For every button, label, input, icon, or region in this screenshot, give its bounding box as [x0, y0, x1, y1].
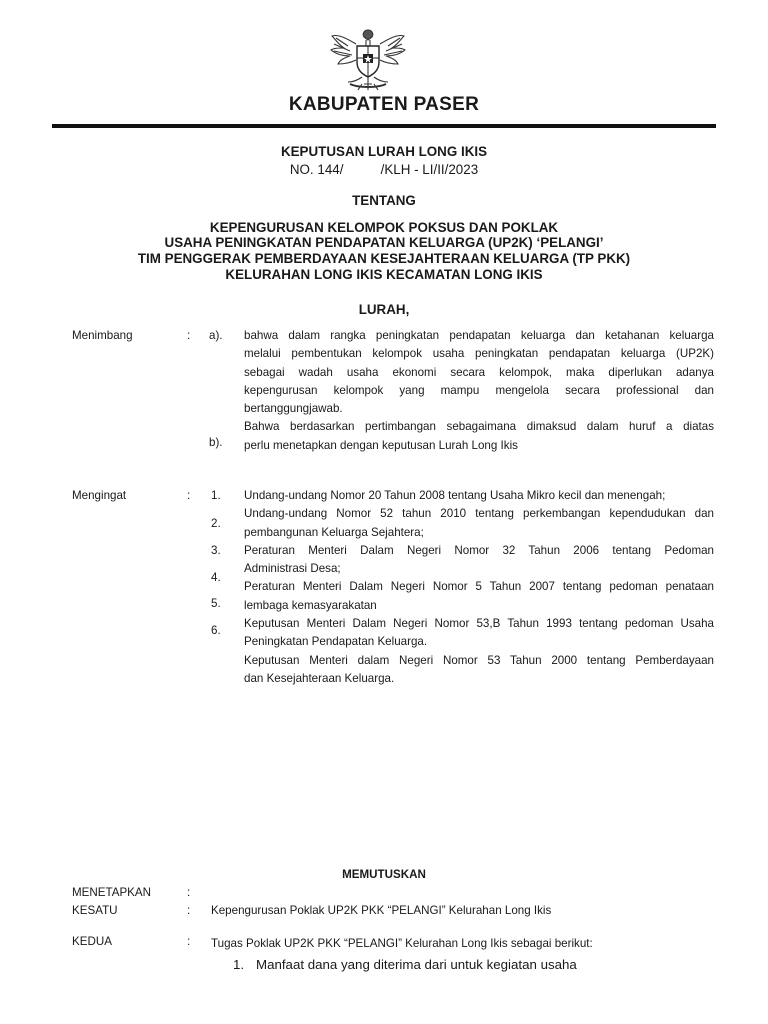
subject-line-4: KELURAHAN LONG IKIS KECAMATAN LONG IKIS	[225, 267, 543, 282]
subject-line-2: USAHA PENINGKATAN PENDAPATAN KELUARGA (UP2K) ‘PELANGI’	[164, 235, 604, 250]
menimbang-marker-b: b).	[209, 436, 223, 449]
menimbang-line: sebagai wadah usaha ekonomi secara kelompok, maka diperlukan adanya	[244, 365, 714, 379]
mengingat-marker-5: 5.	[211, 597, 221, 610]
mengingat-line: lembaga kemasyarakatan	[244, 598, 377, 612]
mengingat-line: pembangunan Keluarga Sejahtera;	[244, 525, 424, 539]
mengingat-line: Keputusan Menteri Dalam Negeri Nomor 53,B Tahun 1993 tentang pedoman Usaha	[244, 617, 714, 631]
mengingat-line: Peningkatan Pendapatan Keluarga.	[244, 635, 428, 649]
mengingat-line: Administrasi Desa;	[244, 562, 341, 576]
memutuskan-heading: MEMUTUSKAN	[342, 868, 426, 881]
menimbang-line: bahwa dalam rangka peningkatan pendapatan keluarga dan ketahanan keluarga	[244, 329, 714, 342]
menimbang-line: Bahwa berdasarkan pertimbangan sebagaimana dimaksud dalam huruf a diatas	[244, 420, 714, 434]
kedua-text: Tugas Poklak UP2K PKK “PELANGI” Kelurahan Long Ikis sebagai berikut:	[211, 937, 593, 950]
kedua-label: KEDUA	[72, 935, 112, 948]
subject-line-3: TIM PENGGERAK PEMBERDAYAAN KESEJAHTERAAN KELUARGA (TP PKK)	[137, 251, 631, 266]
regency-title: KABUPATEN PASER	[288, 94, 480, 115]
menetapkan-label: MENETAPKAN	[72, 886, 152, 899]
garuda-emblem-icon	[328, 24, 408, 92]
mengingat-colon: :	[187, 489, 191, 502]
menimbang-marker-a: a).	[209, 329, 223, 342]
kesatu-colon: :	[187, 904, 191, 917]
mengingat-marker-1: 1.	[211, 489, 221, 502]
mengingat-label: Mengingat	[72, 489, 127, 502]
menimbang-line: perlu menetapkan dengan keputusan Lurah Long Ikis	[244, 438, 518, 452]
mengingat-marker-3: 3.	[211, 544, 221, 557]
decree-title: KEPUTUSAN LURAH LONG IKIS	[280, 144, 488, 159]
menimbang-line: melalui pembentukan kelompok usaha peningkatan pendapatan keluarga (UP2K)	[244, 347, 714, 361]
kedua-colon: :	[187, 935, 191, 948]
mengingat-line: Peraturan Menteri Dalam Negeri Nomor 5 Tahun 2007 tentang pedoman penataan	[244, 580, 714, 594]
header-rule	[52, 124, 716, 128]
mengingat-marker-4: 4.	[211, 571, 221, 584]
task-item-number: 1.	[233, 957, 245, 972]
mengingat-line: Undang-undang Nomor 52 tahun 2010 tentang perkembangan kependudukan dan	[244, 507, 714, 521]
mengingat-line: Keputusan Menteri dalam Negeri Nomor 53 Tahun 2000 tentang Pemberdayaan	[244, 653, 714, 667]
mengingat-line: Undang-undang Nomor 20 Tahun 2008 tentang Usaha Mikro kecil dan menengah;	[244, 489, 666, 502]
official-title: LURAH,	[358, 302, 410, 317]
menimbang-label: Menimbang	[72, 329, 133, 342]
menimbang-clauses	[244, 327, 714, 455]
kesatu-text: Kepengurusan Poklak UP2K PKK “PELANGI” Kelurahan Long Ikis	[211, 904, 552, 917]
menimbang-colon: :	[187, 329, 191, 342]
menimbang-line: bertanggungjawab.	[244, 402, 343, 416]
decree-number: NO. 144/ /KLH - LI/II/2023	[289, 162, 479, 177]
mengingat-marker-2: 2.	[211, 517, 221, 530]
mengingat-clauses	[244, 487, 714, 688]
kesatu-label: KESATU	[72, 904, 118, 917]
menetapkan-colon: :	[187, 886, 191, 899]
mengingat-marker-6: 6.	[211, 624, 221, 637]
task-item-text: Manfaat dana yang diterima dari untuk kegiatan usaha	[256, 957, 577, 972]
mengingat-line: Peraturan Menteri Dalam Negeri Nomor 32 Tahun 2006 tentang Pedoman	[244, 543, 714, 557]
mengingat-line: dan Kesejahteraan Keluarga.	[244, 671, 395, 685]
subject-line-1: KEPENGURUSAN KELOMPOK POKSUS DAN POKLAK	[209, 220, 559, 235]
menimbang-line: kepengurusan kelompok yang mampu mengelola secara professional dan	[244, 383, 714, 397]
about-heading: TENTANG	[352, 193, 416, 208]
